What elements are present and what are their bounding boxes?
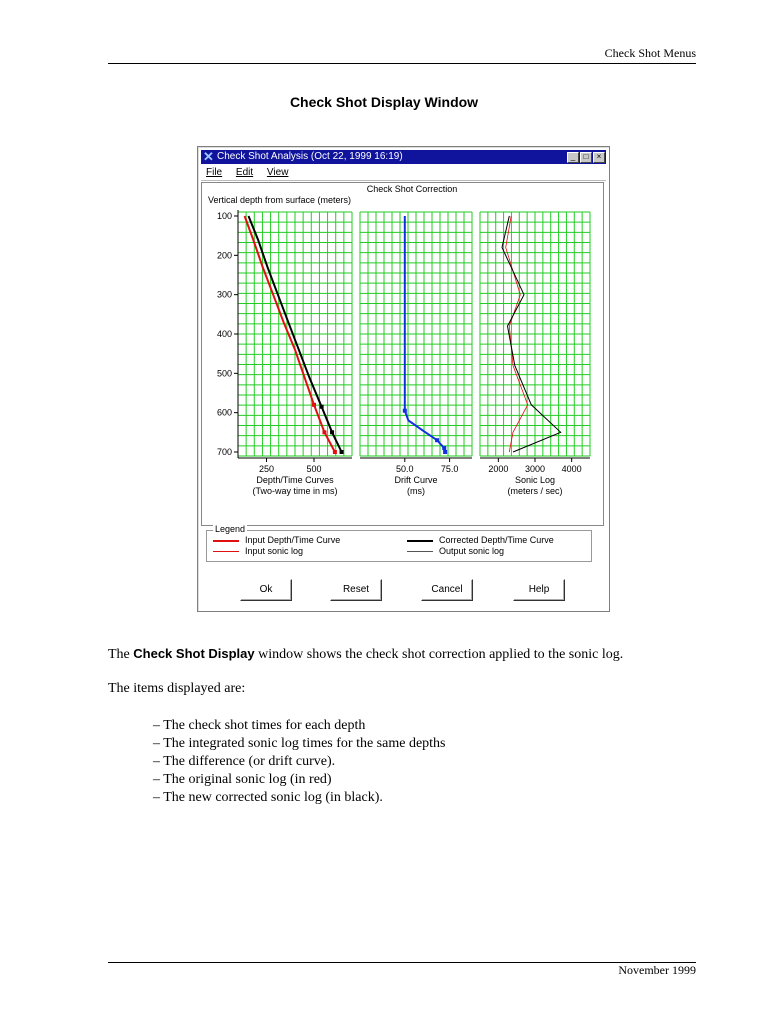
- legend: [206, 524, 592, 562]
- x-tick-label: 50.0: [396, 464, 414, 474]
- list-item: – The check shot times for each depth: [153, 718, 366, 733]
- x-axis-units: (ms): [407, 486, 425, 496]
- legend-item-input-depth-time: Input Depth/Time Curve: [213, 535, 340, 545]
- data-point: [443, 450, 447, 454]
- thin-red-line-swatch: [213, 551, 239, 552]
- footer-rule: [108, 962, 696, 963]
- check-shot-analysis-window: [197, 146, 610, 612]
- x-axis-label: Sonic Log: [514, 475, 556, 485]
- data-point: [330, 430, 334, 434]
- x-axis-units: (Two-way time in ms): [252, 486, 338, 496]
- check-shot-correction-chart: [202, 183, 603, 525]
- data-point: [442, 446, 446, 450]
- x-axis-units: (meters / sec): [507, 486, 563, 496]
- y-tick-label: 300: [216, 289, 232, 300]
- x-tick-label: 500: [306, 464, 322, 474]
- y-tick-label: 200: [216, 250, 232, 261]
- legend-item-corrected-depth-time: Corrected Depth/Time Curve: [407, 535, 554, 545]
- y-tick-label: 500: [216, 368, 232, 379]
- running-footer: November 1999: [618, 963, 696, 977]
- close-icon[interactable]: ×: [593, 152, 605, 163]
- reset-button[interactable]: Reset: [330, 579, 382, 601]
- legend-caption: Legend: [215, 524, 246, 534]
- thin-black-line-swatch: [407, 551, 433, 552]
- menu-bar: [201, 166, 606, 181]
- menu-file[interactable]: File: [206, 167, 223, 178]
- data-point: [312, 403, 316, 407]
- x-tick-label: 4000: [561, 464, 582, 474]
- data-point: [322, 430, 326, 434]
- y-axis-label: Vertical depth from surface (meters): [208, 195, 352, 205]
- list-item: – The difference (or drift curve).: [153, 754, 336, 769]
- running-header: Check Shot Menus: [604, 46, 696, 60]
- header-rule: [108, 63, 696, 64]
- x-axis-label: Depth/Time Curves: [256, 475, 334, 485]
- red-line-swatch: [213, 540, 239, 542]
- minimize-icon[interactable]: _: [567, 152, 579, 163]
- y-tick-label: 600: [216, 407, 232, 418]
- data-point: [333, 450, 337, 454]
- data-point: [403, 409, 407, 413]
- ok-button[interactable]: Ok: [240, 579, 292, 601]
- x-tick-label: 3000: [524, 464, 546, 474]
- x-tick-label: 75.0: [440, 464, 459, 474]
- items-list: [153, 717, 446, 807]
- list-item: – The original sonic log (in red): [153, 772, 332, 787]
- menu-view[interactable]: View: [266, 167, 289, 178]
- legend-item-input-sonic: Input sonic log: [213, 546, 303, 556]
- data-point: [320, 405, 324, 409]
- window-title: Check Shot Analysis (Oct 22, 1999 16:19): [217, 151, 403, 162]
- section-title: Check Shot Display Window: [289, 94, 479, 110]
- x-tick-label: 2000: [488, 464, 509, 474]
- legend-item-output-sonic: Output sonic log: [407, 546, 504, 556]
- plot-title: Check Shot Correction: [366, 184, 458, 194]
- x-axis-label: Drift Curve: [394, 475, 438, 485]
- x-tick-label: 250: [258, 464, 275, 474]
- list-item: – The new corrected sonic log (in black).: [153, 790, 383, 805]
- data-point: [340, 450, 344, 454]
- y-tick-label: 400: [216, 329, 232, 339]
- black-line-swatch: [407, 540, 433, 542]
- description-paragraph: The Check Shot Display window shows the check shot correction applied to the sonic log.: [108, 646, 624, 662]
- check-shot-display-term: Check Shot Display: [133, 646, 255, 661]
- menu-edit[interactable]: Edit: [235, 167, 254, 178]
- window-titlebar[interactable]: [201, 150, 606, 164]
- list-item: – The integrated sonic log times for the same depths: [153, 736, 446, 751]
- data-point: [435, 438, 439, 442]
- items-intro: The items displayed are:: [108, 681, 246, 696]
- check-shot-graph: [201, 182, 604, 526]
- cancel-button[interactable]: Cancel: [421, 579, 473, 601]
- y-tick-label: 700: [216, 447, 232, 457]
- x-app-icon: ✕: [203, 149, 214, 164]
- maximize-icon[interactable]: □: [580, 152, 592, 163]
- y-tick-label: 100: [216, 211, 232, 221]
- help-button[interactable]: Help: [513, 579, 565, 601]
